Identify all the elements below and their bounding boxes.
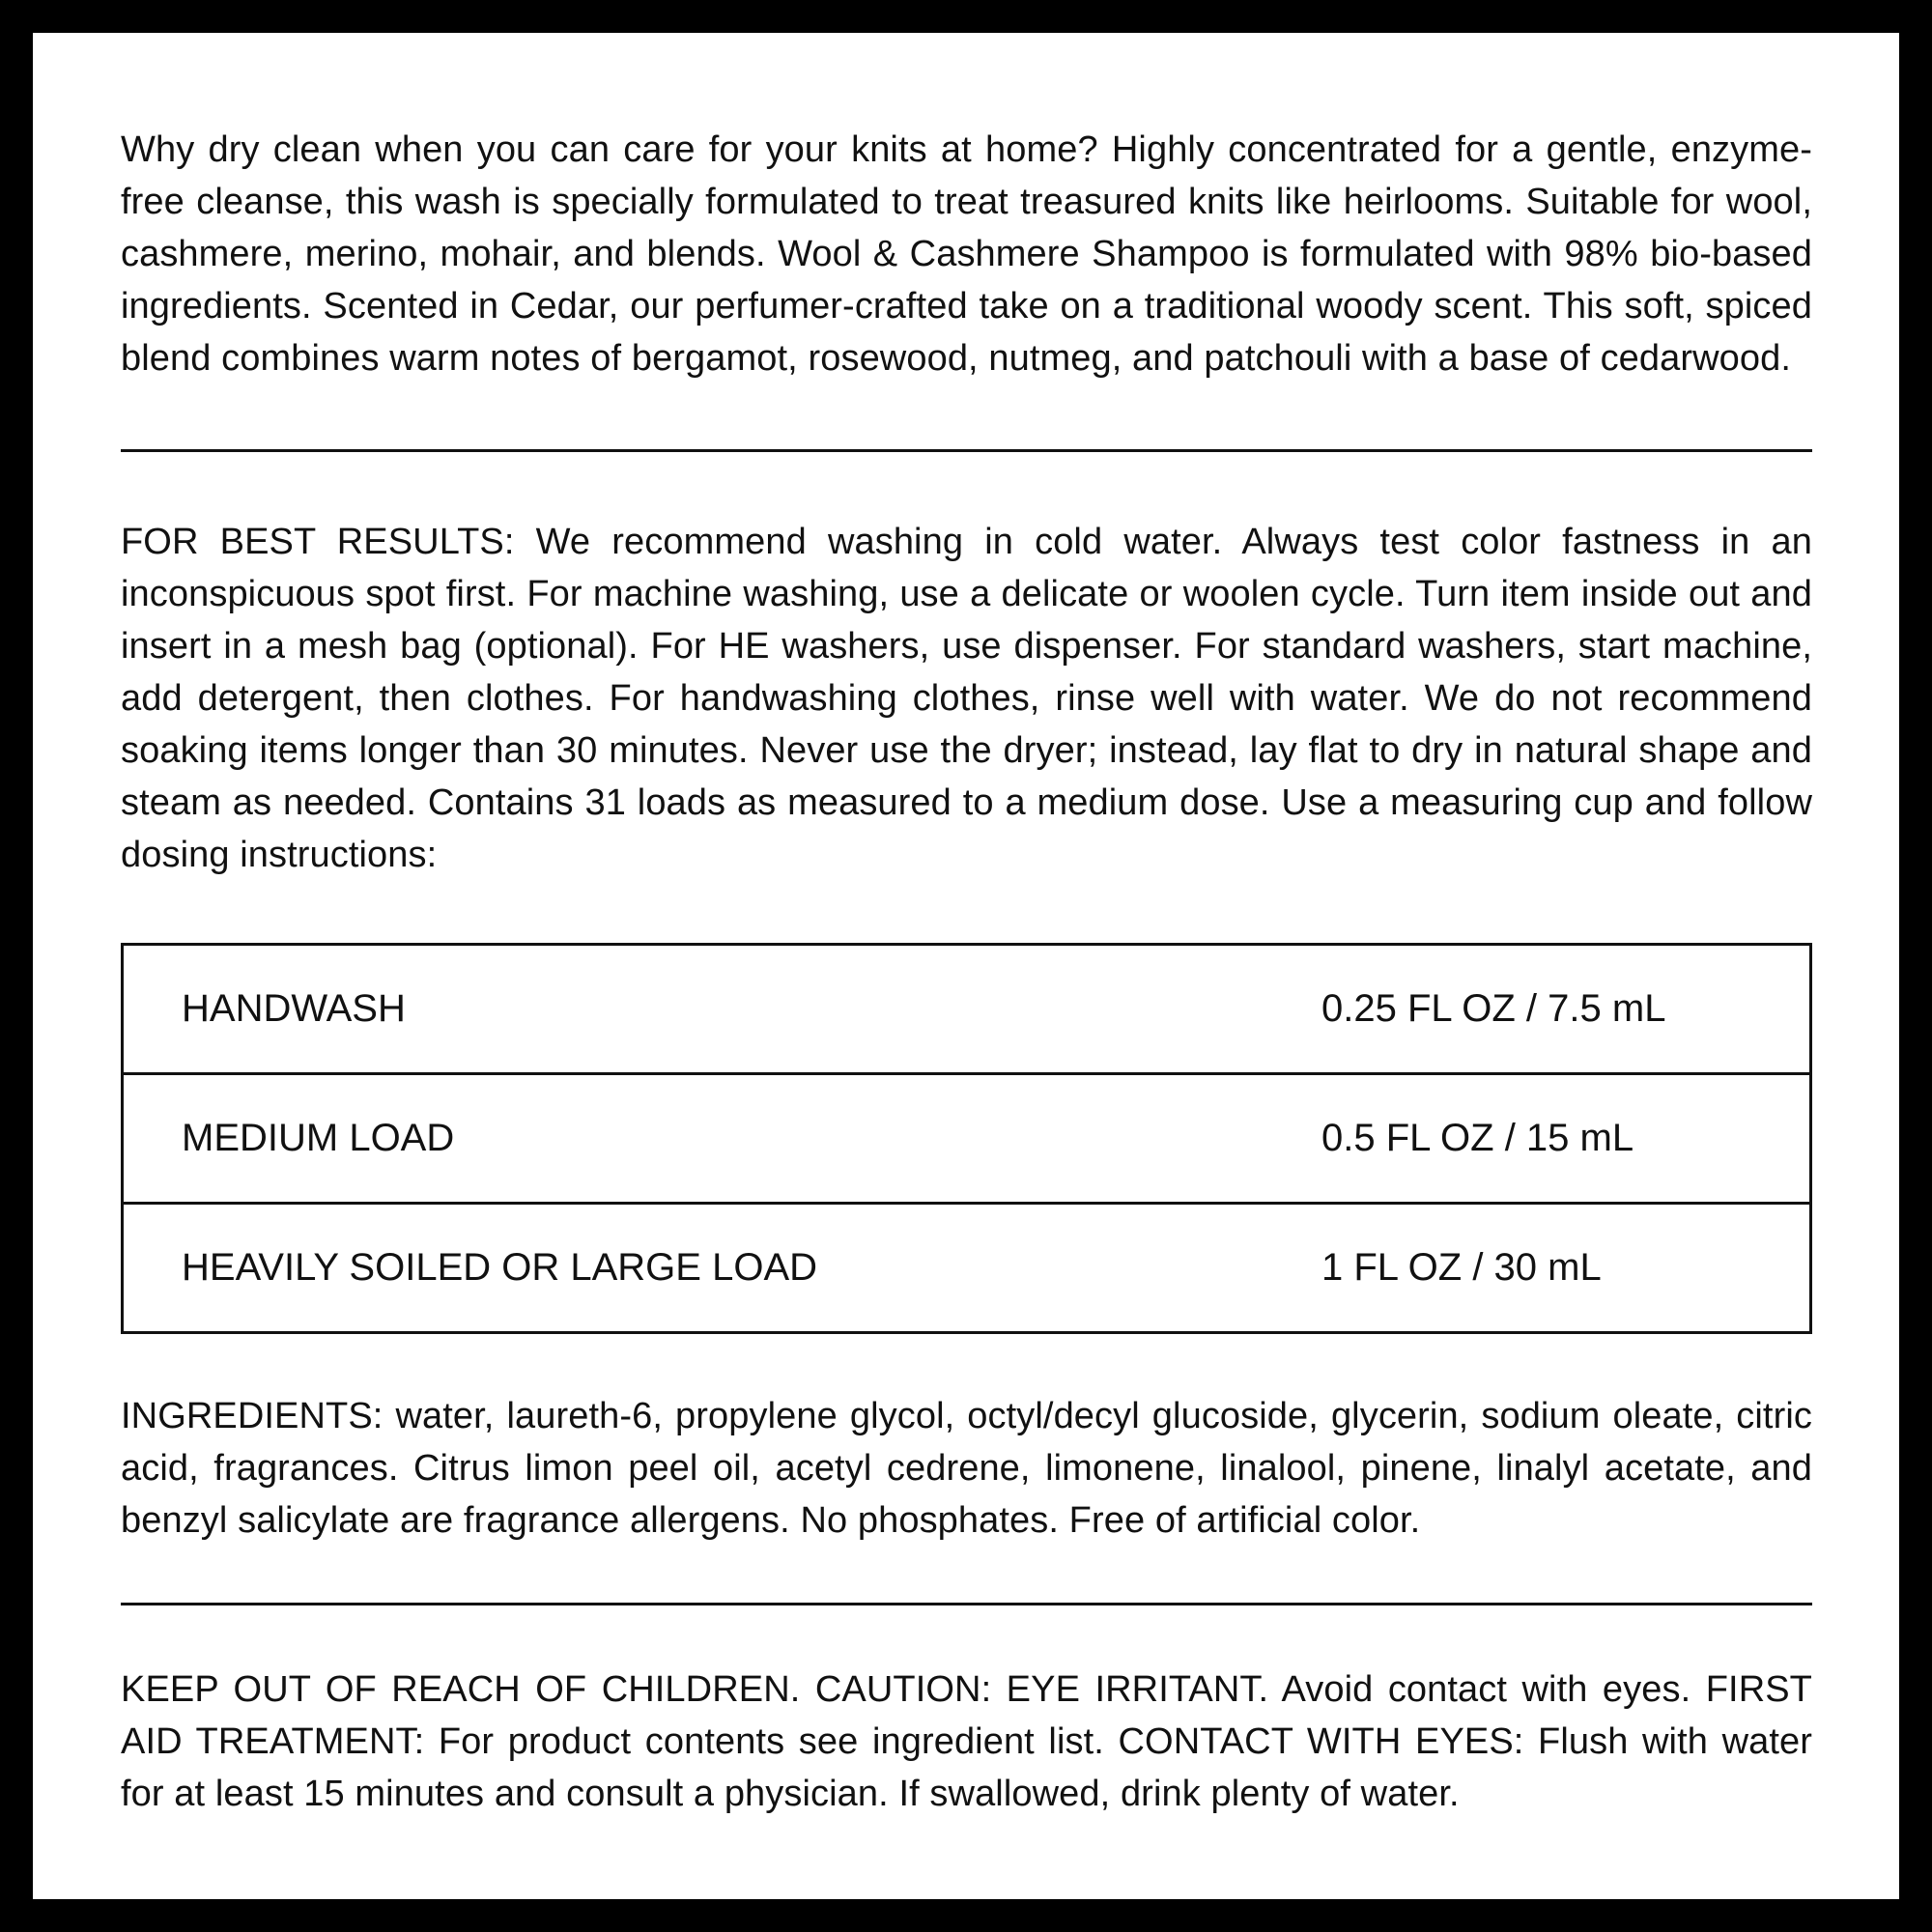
dosing-label: MEDIUM LOAD (123, 1074, 1322, 1204)
dosing-label: HEAVILY SOILED OR LARGE LOAD (123, 1204, 1322, 1333)
divider-bottom (121, 1603, 1812, 1605)
dosing-amount: 1 FL OZ / 30 mL (1321, 1204, 1811, 1333)
dosing-table (121, 943, 1812, 1334)
dosing-row (123, 1204, 1811, 1333)
dosing-label: HANDWASH (123, 945, 1322, 1074)
divider-top (121, 449, 1812, 452)
label-panel (33, 33, 1899, 1899)
dosing-amount: 0.5 FL OZ / 15 mL (1321, 1074, 1811, 1204)
ingredients-list: INGREDIENTS: water, laureth-6, propylene glycol, octyl/decyl glucoside, glycerin, sodium oleate, citric acid, fragrances. Citrus limon peel oil, acetyl cedrene, limonene, linalool, pinene, linalyl acetate, and benzyl salicylate are fragrance allergens. No phosphates. Free of artificial color. (121, 1396, 1812, 1541)
dosing-row (123, 945, 1811, 1074)
best-results-instructions: FOR BEST RESULTS: We recommend washing in cold water. Always test color fastness in an inconspicuous spot first. For machine washing, use a delicate or woolen cycle. Turn item inside out and insert in a mesh bag (optional). For HE washers, use dispenser. For standard washers, start machine, add detergent, then clothes. For handwashing clothes, rinse well with water. We do not recommend soaking items longer than 30 minutes. Never use the dryer; instead, lay flat to dry in natural shape and steam as needed. Contains 31 loads as measured to a medium dose. Use a measuring cup and follow dosing instructions: (121, 522, 1812, 875)
label-content (121, 95, 1812, 1820)
dosing-row (123, 1074, 1811, 1204)
dosing-amount: 0.25 FL OZ / 7.5 mL (1321, 945, 1811, 1074)
product-description: Why dry clean when you can care for your knits at home? Highly concentrated for a gentle, enzyme-free cleanse, this wash is specially formulated to treat treasured knits like heirlooms. Suitable for wool, cashmere, merino, mohair, and blends. Wool & Cashmere Shampoo is formulated with 98% bio-based ingredients. Scented in Cedar, our perfumer-crafted take on a traditional woody scent. This soft, spiced blend combines warm notes of bergamot, rosewood, nutmeg, and patchouli with a base of cedarwood. (121, 129, 1812, 379)
safety-warning: KEEP OUT OF REACH OF CHILDREN. CAUTION: EYE IRRITANT. Avoid contact with eyes. FIRST AID TREATMENT: For product contents see ingredient list. CONTACT WITH EYES: Flush with water for at least 15 minutes and consult a physician. If swallowed, drink plenty of water. (121, 1669, 1812, 1814)
